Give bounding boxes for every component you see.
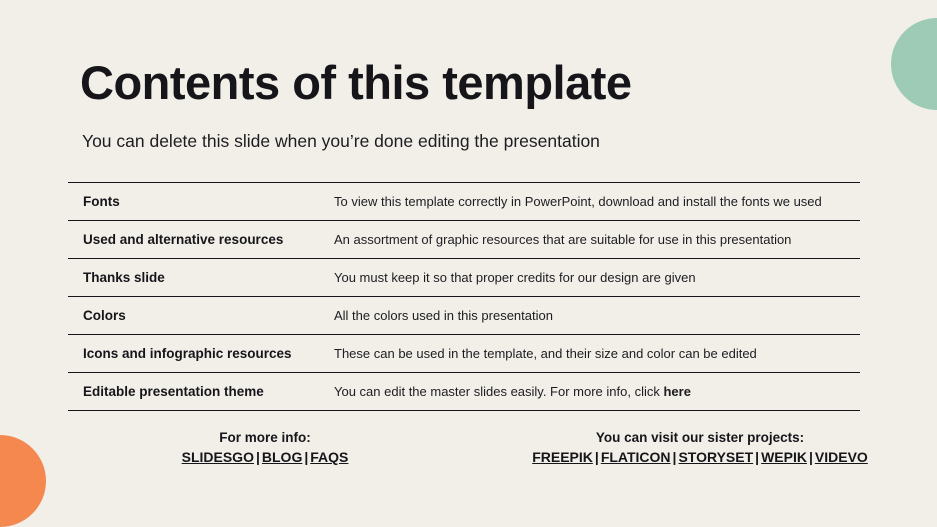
- link-blog[interactable]: BLOG: [261, 449, 303, 465]
- table-cell-label: Thanks slide: [83, 270, 165, 285]
- footer-sister-projects: [480, 430, 920, 465]
- contents-table: [68, 182, 860, 411]
- table-cell-label: Editable presentation theme: [83, 384, 264, 399]
- footer-separator: |: [304, 449, 309, 465]
- footer: [0, 430, 937, 465]
- table-cell-label: Icons and infographic resources: [83, 346, 292, 361]
- footer-separator: |: [255, 449, 260, 465]
- footer-more-info-links: [50, 449, 480, 465]
- table-cell-description: [334, 384, 860, 399]
- link-wepik[interactable]: WEPIK: [761, 449, 807, 465]
- table-cell-label: Colors: [83, 308, 126, 323]
- footer-sister-projects-heading: You can visit our sister projects:: [595, 430, 805, 445]
- table-cell-label: Fonts: [83, 194, 120, 209]
- footer-sister-projects-links: [480, 449, 920, 465]
- footer-more-info-heading: For more info:: [219, 430, 311, 445]
- table-cell-description: To view this template correctly in PowerPoint, download and install the fonts we used: [334, 194, 822, 209]
- table-cell-description-text: You can edit the master slides easily. For more info, click: [334, 384, 664, 399]
- table-row: [68, 296, 860, 334]
- table-cell-description: An assortment of graphic resources that are suitable for use in this presentation: [334, 232, 792, 247]
- page-title: Contents of this template: [80, 56, 632, 109]
- table-cell-description: These can be used in the template, and their size and color can be edited: [334, 346, 757, 361]
- link-videvo[interactable]: VIDEVO: [814, 449, 868, 465]
- footer-separator: |: [672, 449, 677, 465]
- table-row: [68, 220, 860, 258]
- table-cell-label: Used and alternative resources: [83, 232, 284, 247]
- footer-separator: |: [808, 449, 813, 465]
- table-row: [68, 334, 860, 372]
- link-slidesgo[interactable]: SLIDESGO: [181, 449, 254, 465]
- link-freepik[interactable]: FREEPIK: [532, 449, 593, 465]
- page-subtitle: You can delete this slide when you’re done editing the presentation: [82, 131, 600, 151]
- link-flaticon[interactable]: FLATICON: [600, 449, 671, 465]
- link-storyset[interactable]: STORYSET: [678, 449, 754, 465]
- footer-separator: |: [755, 449, 760, 465]
- link-faqs[interactable]: FAQS: [310, 449, 349, 465]
- theme-here-link[interactable]: here: [663, 384, 691, 399]
- footer-separator: |: [594, 449, 599, 465]
- table-row: [68, 182, 860, 220]
- table-row: [68, 258, 860, 296]
- footer-more-info: [50, 430, 480, 465]
- decorative-half-circle-green: [891, 18, 937, 110]
- table-row: [68, 372, 860, 411]
- table-cell-description: You must keep it so that proper credits for our design are given: [334, 270, 696, 285]
- table-cell-description: All the colors used in this presentation: [334, 308, 553, 323]
